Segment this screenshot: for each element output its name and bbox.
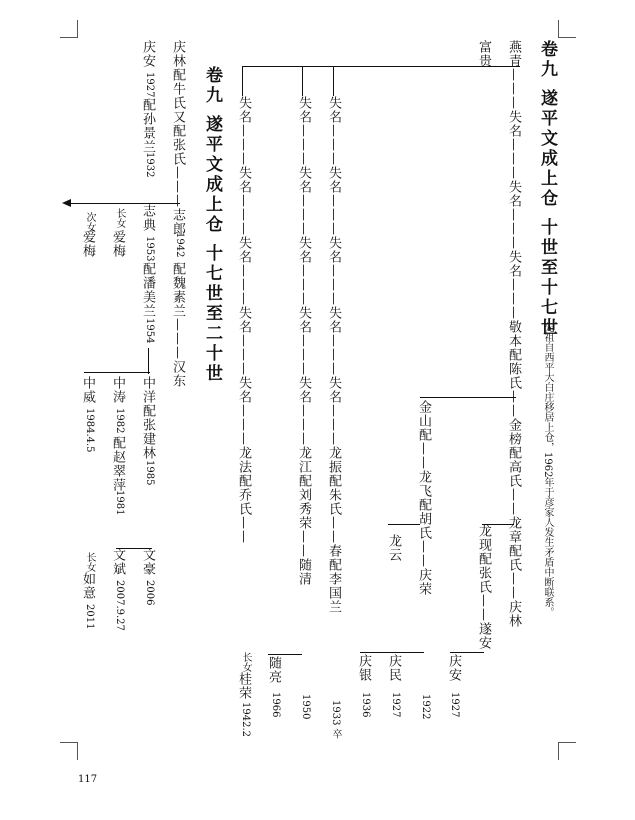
relation-label: 长女 — [84, 552, 95, 572]
person-name: 如意 — [80, 572, 95, 600]
lineage-column: 龙现配张氏——遂安 — [476, 524, 491, 650]
lineage-column: 配魏素兰———汉东 — [170, 262, 185, 388]
spouse-name: 配赵翠萍 — [110, 436, 125, 492]
birth-year: 1927 — [144, 72, 155, 98]
person-name: 爱梅 — [110, 230, 125, 258]
birth-year: 1932 — [144, 152, 155, 178]
lineage-column: 失名———失名———失名———失名———失名———龙江配刘秀荣——随清 — [296, 96, 311, 586]
lineage-column: 失名———失名———失名———失名———失名———龙振配朱氏——春配李国兰 — [326, 96, 341, 614]
connector-line — [148, 348, 149, 374]
connector-line — [333, 66, 334, 96]
person-name: 庆银 — [356, 654, 371, 682]
birth-year: 1942 — [174, 232, 185, 258]
person-name: 龙云 — [386, 534, 401, 562]
birth-year: 1927 — [449, 692, 460, 718]
birth-year: 1942.2 — [240, 702, 251, 737]
birth-year: 2011 — [84, 604, 95, 630]
spouse-name: 配潘美兰 — [140, 262, 155, 318]
connector-line — [450, 652, 484, 653]
birth-year: 2006 — [144, 580, 155, 606]
person-name: 中威 — [80, 376, 95, 404]
person-name: 中洋配张建林 — [140, 376, 155, 460]
birth-year: 1936 — [360, 692, 371, 718]
lineage-column: 燕青———失名———失名———失名———敬本配陈氏——金榜配高氏——龙章配氏——庆林 — [506, 40, 521, 628]
person-name: 桂荣 — [236, 672, 251, 700]
lineage-column: 庆林配牛氏又配张氏———志郎 — [170, 40, 185, 236]
person-name: 文豪 — [140, 548, 155, 576]
person-name: 随亮 — [266, 656, 281, 684]
person-name: 庆安 — [140, 40, 155, 68]
person-name: 庆安 — [446, 654, 461, 682]
birth-year: 1985 — [144, 460, 155, 486]
lineage-column: 金山配——龙飞配胡氏——庆荣 — [416, 400, 431, 596]
connector-line — [84, 372, 150, 373]
person-name: 文斌 — [110, 548, 125, 576]
connector-line — [360, 652, 424, 653]
lineage-column: 富贵 — [476, 40, 491, 68]
crop-mark — [558, 742, 559, 760]
birth-year: 1953 — [144, 236, 155, 262]
lineage-column: 失名———失名———失名———失名———失名———龙法配乔氏—— — [236, 96, 251, 544]
birth-year: 1982 — [114, 408, 125, 434]
crop-mark — [558, 37, 576, 38]
crop-mark — [558, 742, 576, 743]
birth-year: 1954 — [144, 318, 155, 344]
birth-year: 1981 — [114, 490, 125, 516]
birth-year: 2007.9.27 — [114, 580, 125, 631]
crop-mark — [558, 20, 559, 38]
person-name: 志典 — [140, 204, 155, 232]
connector-line — [302, 66, 303, 96]
right-note: 先祖自西平大白庄移居上仓，1962年于彦家人发生矛盾中断联系。 — [542, 322, 553, 618]
birth-year: 1922 — [420, 694, 431, 720]
birth-year: 1950 — [300, 694, 311, 720]
crop-mark — [60, 37, 78, 38]
person-name: 爱梅 — [80, 230, 95, 258]
crop-mark — [60, 742, 78, 743]
connector-line — [88, 203, 180, 204]
crop-mark — [77, 742, 78, 760]
crop-mark — [77, 20, 78, 38]
relation-label: 长女 — [114, 208, 125, 228]
spouse-name: 配孙景兰 — [140, 98, 155, 154]
connector-line — [420, 397, 516, 398]
birth-year: 1966 — [270, 692, 281, 718]
page-number: 117 — [78, 774, 98, 785]
arrow-shaft — [70, 203, 90, 204]
birth-year: 1927 — [390, 692, 401, 718]
person-name: 庆民 — [386, 654, 401, 682]
connector-line — [268, 654, 302, 655]
relation-label: 长女 — [240, 652, 251, 672]
relation-label: 次女 — [84, 212, 95, 232]
left-title: 卷九 遂平文成上仓 十七世至二十世 — [202, 66, 222, 384]
person-name: 中涛 — [110, 376, 125, 404]
birth-year: 1984.4.5 — [84, 408, 95, 453]
right-title: 卷九 遂平文成上仓 十世至十七世 — [537, 40, 557, 338]
birth-year: 1933 卒 — [330, 700, 341, 739]
connector-line — [242, 66, 243, 96]
